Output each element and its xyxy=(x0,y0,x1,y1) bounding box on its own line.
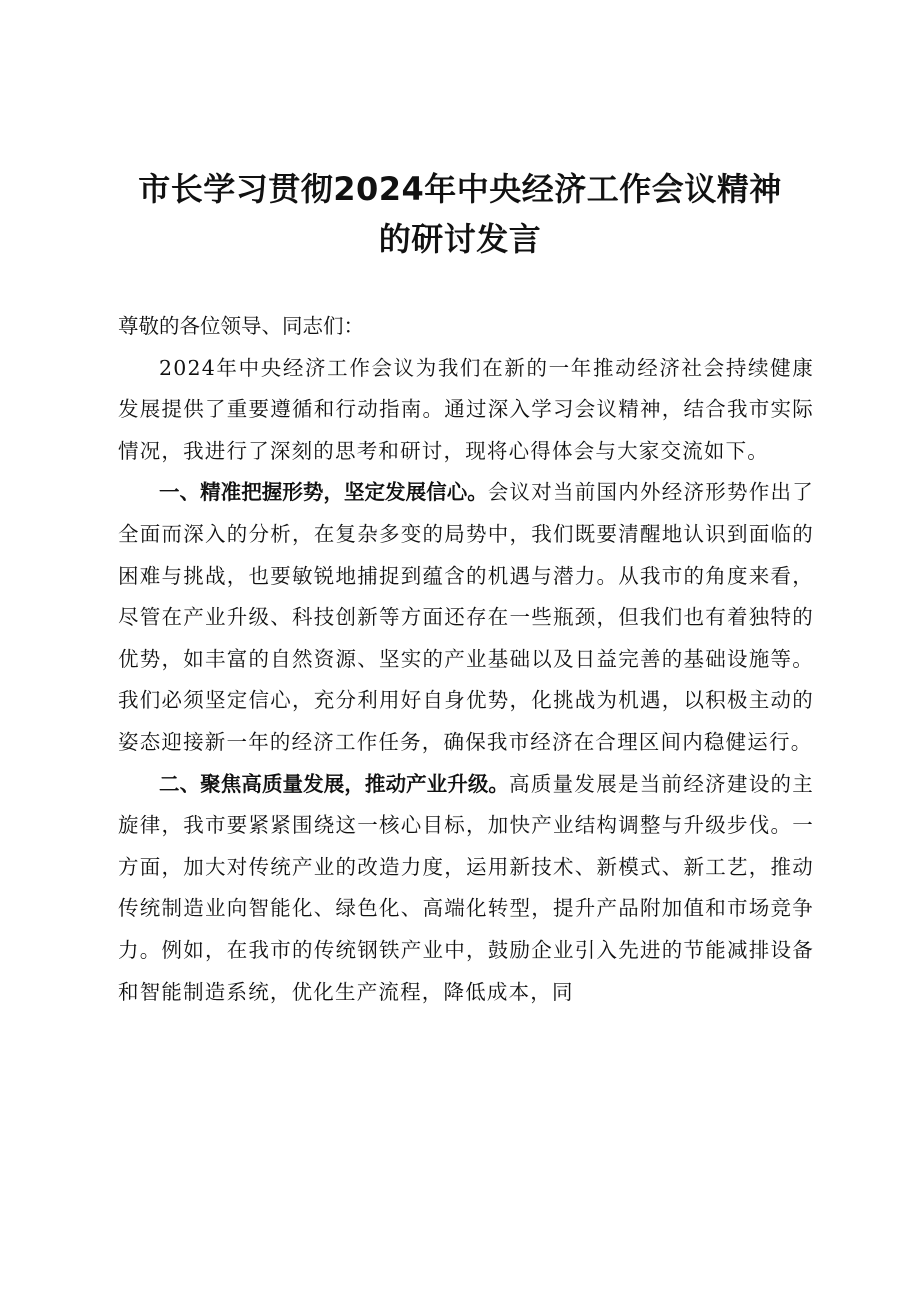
section-heading-1: 一、精准把握形势，坚定发展信心。 xyxy=(159,480,488,505)
intro-paragraph-text: 2024年中央经济工作会议为我们在新的一年推动经济社会持续健康发展提供了重要遵循和行动指南。通过深入学习会议精神，结合我市实际情况，我进行了深刻的思考和研讨，现将心得体会与大家交流如下。 xyxy=(118,355,814,463)
intro-paragraph xyxy=(118,348,814,473)
section-text-1: 会议对当前国内外经济形势作出了全面而深入的分析，在复杂多变的局势中，我们既要清醒地认识到面临的困难与挑战，也要敏锐地捕捉到蕴含的机遇与潜力。从我市的角度来看，尽管在产业升级、科技创新等方面还存在一些瓶颈，但我们也有着独特的优势，如丰富的自然资源、坚实的产业基础以及日益完善的基础设施等。我们必须坚定信心，充分利用好自身优势，化挑战为机遇，以积极主动的姿态迎接新一年的经济工作任务，确保我市经济在合理区间内稳健运行。 xyxy=(118,480,815,754)
section-paragraph-1 xyxy=(118,472,814,763)
document-title xyxy=(100,164,820,264)
salutation: 尊敬的各位领导、同志们： xyxy=(118,314,364,338)
title-line-1: 市长学习贯彻2024年中央经济工作会议精神 xyxy=(138,170,782,208)
document-body xyxy=(118,306,814,1013)
section-text-2: 高质量发展是当前经济建设的主旋律，我市要紧紧围绕这一核心目标，加快产业结构调整与升级步伐。一方面，加大对传统产业的改造力度，运用新技术、新模式、新工艺，推动传统制造业向智能化、绿色化、高端化转型，提升产品附加值和市场竞争力。例如，在我市的传统钢铁产业中，鼓励企业引入先进的节能减排设备和智能制造系统，优化生产流程，降低成本，同 xyxy=(118,771,814,1004)
section-heading-2: 二、聚焦高质量发展，推动产业升级。 xyxy=(159,771,510,796)
section-paragraph-2 xyxy=(118,764,814,1014)
title-line-2: 的研讨发言 xyxy=(378,220,542,258)
